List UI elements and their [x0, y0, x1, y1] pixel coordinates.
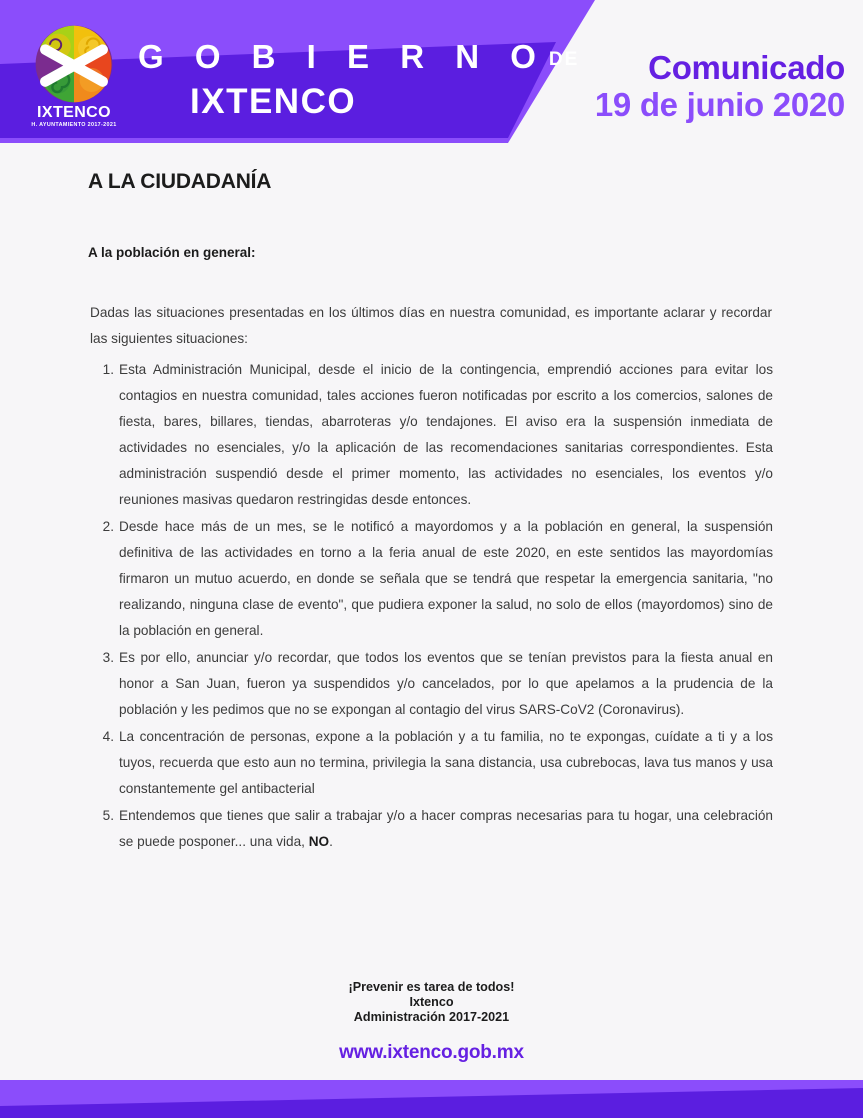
list-item-text-emphasis: NO	[308, 834, 330, 849]
document-type-label: Comunicado	[648, 49, 845, 86]
list-item-text-before: Entendemos que tienes que salir a trabajar y/o a hacer compras necesarias para tu hogar, una celebración se puede posponer... una vida,	[119, 808, 773, 849]
logo-subtitle-label: H. AYUNTAMIENTO 2017-2021	[31, 122, 117, 128]
list-item-number: 1.	[102, 362, 114, 377]
list-item	[97, 724, 773, 802]
page-title: A LA CIUDADANÍA	[88, 170, 272, 193]
ixtenco-logo	[22, 24, 126, 132]
footer-slogan-line1: ¡Prevenir es tarea de todos!	[348, 980, 515, 994]
flower-logo-icon	[34, 24, 114, 104]
header-gobierno-word: G O B I E R N O	[138, 38, 547, 75]
list-item-text: Esta Administración Municipal, desde el inicio de la contingencia, emprendió acciones para evitar los contagios en nuestra comunidad, tales acciones fueron notificadas por escrito a los comercios, salones de fiesta, bares, billares, tiendas, abarroteras y/o tendajones. El aviso era la suspensión inmediata de actividades no esenciales, y/o la aplicación de las recomendaciones sanitarias correspondientes. Esta administración suspendió desde el primer momento, las actividades no esenciales, los eventos y/o reuniones masivas quedaron restringidas desde entonces.	[119, 362, 773, 507]
announcement-list	[97, 357, 773, 856]
footer-slogan-line3: Administración 2017-2021	[353, 1010, 510, 1024]
list-item-text-after: .	[329, 834, 333, 849]
page-subtitle: A la población en general:	[88, 245, 256, 260]
page-header	[0, 0, 863, 143]
bottom-decorative-band	[0, 1080, 863, 1118]
list-item-text: Desde hace más de un mes, se le notificó a mayordomos y a la población en general, la suspensión definitiva de las actividades en torno a la feria anual de este 2020, en este sentidos las mayordomías firmaron un mutuo acuerdo, en donde se señala que se tendrá que respetar la emergencia sanitaria, "no realizando, ninguna clase de evento", que pudiera exponer la salud, no solo de ellos (mayordomos) sino de la población en general.	[119, 519, 773, 638]
intro-paragraph: Dadas las situaciones presentadas en los últimos días en nuestra comunidad, es importante aclarar y recordar las siguientes situaciones:	[90, 305, 772, 346]
header-document-info	[595, 50, 845, 124]
footer-slogan-block	[0, 980, 863, 1025]
list-item-number: 3.	[102, 650, 114, 665]
footer-slogan-line2: Ixtenco	[409, 995, 454, 1009]
header-de-word: DE	[548, 49, 580, 70]
list-item	[97, 514, 773, 644]
list-item-number: 5.	[102, 808, 114, 823]
list-item-number: 4.	[102, 729, 114, 744]
logo-name-label: IXTENCO	[37, 104, 111, 121]
list-item	[97, 803, 773, 855]
header-gobierno-text	[138, 40, 579, 73]
header-ixtenco-text: IXTENCO	[190, 82, 357, 121]
document-date-label: 19 de junio 2020	[594, 85, 845, 123]
list-item	[97, 645, 773, 723]
list-item-text: Es por ello, anunciar y/o recordar, que todos los eventos que se tenían previstos para la fiesta anual en honor a San Juan, fueron ya suspendidos y/o cancelados, por lo que apelamos a la prudencia de la población y les pedimos que no se expongan al contagio del virus SARS-CoV2 (Coronavirus).	[119, 650, 773, 717]
list-item-text	[119, 803, 773, 855]
list-item-text: La concentración de personas, expone a la población y a tu familia, no te expongas, cuídate a ti y a los tuyos, recuerda que esto aun no termina, privilegia la sana distancia, usa cubrebocas, lava tus manos y usa constantemente gel antibacterial	[119, 729, 773, 796]
list-item	[97, 357, 773, 513]
footer-website-url[interactable]: www.ixtenco.gob.mx	[339, 1042, 524, 1063]
list-item-number: 2.	[102, 519, 114, 534]
